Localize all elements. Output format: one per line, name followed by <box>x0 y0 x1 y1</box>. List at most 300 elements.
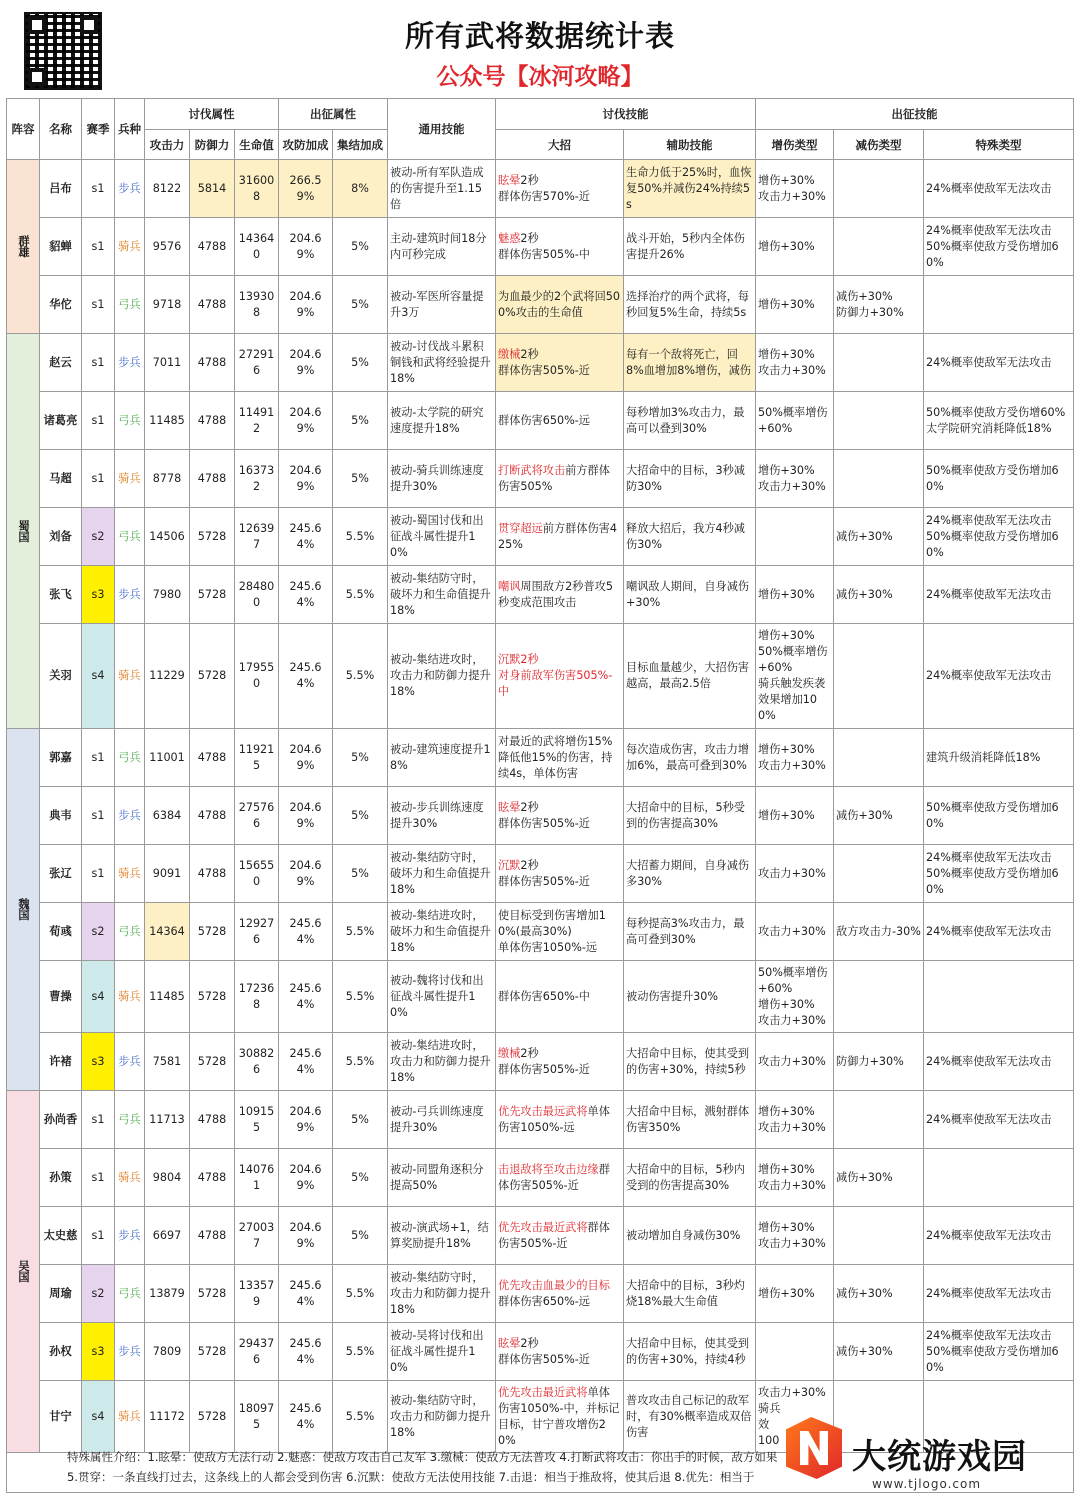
special-type-cell: 24%概率使敌军无法攻击 <box>924 1207 1074 1265</box>
debuff-type-cell <box>834 1207 924 1265</box>
support-skill-cell: 每秒提高3%攻击力，最高可叠到30% <box>624 903 756 961</box>
special-type-cell <box>924 276 1074 334</box>
general-name: 吕布 <box>40 160 82 218</box>
defense-cell: 4788 <box>190 787 235 845</box>
general-skill-cell: 主动-建筑时间18分内可秒完成 <box>388 218 496 276</box>
general-skill-cell: 被动-太学院的研究速度提升18% <box>388 392 496 450</box>
special-type-cell: 50%概率使敌方受伤增加60% <box>924 450 1074 508</box>
general-skill-cell: 被动-集结防守时，攻击力和防御力提升18% <box>388 1381 496 1453</box>
hp-cell: 133579 <box>235 1265 279 1323</box>
table-row <box>7 1033 1074 1091</box>
season-cell: s1 <box>82 276 115 334</box>
ultimate-cell <box>496 624 624 729</box>
troop-cell: 弓兵 <box>115 903 145 961</box>
attack-cell: 14506 <box>145 508 190 566</box>
col-special-type: 特殊类型 <box>924 130 1074 160</box>
special-type-cell: 24%概率使敌军无法攻击 <box>924 1265 1074 1323</box>
season-cell: s2 <box>82 1265 115 1323</box>
debuff-type-cell <box>834 450 924 508</box>
faction-label: 蜀国 <box>7 334 40 729</box>
buff-type-cell: 增伤+30% 50%概率增伤+60% 骑兵触发疾袭效果增加100% <box>756 624 834 729</box>
special-type-cell: 24%概率使敌军无法攻击 50%概率使敌方受伤增加60% <box>924 218 1074 276</box>
hp-cell: 139308 <box>235 276 279 334</box>
attack-cell: 11172 <box>145 1381 190 1453</box>
general-name: 关羽 <box>40 624 82 729</box>
general-skill-cell: 被动-所有军队造成的伤害提升至1.15倍 <box>388 160 496 218</box>
ultimate-cell <box>496 1149 624 1207</box>
support-skill-cell: 选择治疗的两个武将，每秒回复5%生命，持续5s <box>624 276 756 334</box>
season-cell: s4 <box>82 624 115 729</box>
buff-type-cell: 50%概率增伤+60% <box>756 392 834 450</box>
page-subtitle: 公众号【冰河攻略】 <box>436 64 644 90</box>
buff-type-cell: 增伤+30% <box>756 276 834 334</box>
ultimate-effect: 缴械 <box>498 347 521 361</box>
col-troop: 兵种 <box>115 99 145 160</box>
gather-bonus-cell: 5.5% <box>333 1033 388 1091</box>
col-debuff-type: 减伤类型 <box>834 130 924 160</box>
ultimate-cell <box>496 392 624 450</box>
general-name: 孙策 <box>40 1149 82 1207</box>
support-skill-cell: 释放大招后，我方4秒减伤30% <box>624 508 756 566</box>
season-cell: s1 <box>82 160 115 218</box>
gather-bonus-cell: 5% <box>333 334 388 392</box>
col-combat-skill: 讨伐技能 <box>496 99 756 130</box>
debuff-type-cell <box>834 845 924 903</box>
col-combat-attr: 讨伐属性 <box>145 99 279 130</box>
defense-cell: 4788 <box>190 276 235 334</box>
gather-bonus-cell: 5% <box>333 1091 388 1149</box>
table-row <box>7 624 1074 729</box>
special-type-cell: 50%概率使敌方受伤增60% 太学院研究消耗降低18% <box>924 392 1074 450</box>
general-name: 孙权 <box>40 1323 82 1381</box>
ultimate-effect: 优先攻击最近武将 <box>498 1385 588 1399</box>
atk-bonus-cell: 204.69% <box>279 218 333 276</box>
troop-cell: 骑兵 <box>115 1381 145 1453</box>
gather-bonus-cell: 5% <box>333 1149 388 1207</box>
hp-cell: 143640 <box>235 218 279 276</box>
attack-cell: 9091 <box>145 845 190 903</box>
season-cell: s1 <box>82 392 115 450</box>
hp-cell: 172368 <box>235 961 279 1033</box>
hp-cell: 119215 <box>235 729 279 787</box>
general-skill-cell: 被动-魏将讨伐和出征战斗属性提升10% <box>388 961 496 1033</box>
defense-cell: 5728 <box>190 624 235 729</box>
gather-bonus-cell: 8% <box>333 160 388 218</box>
ultimate-effect: 优先攻击血最少的目标 <box>498 1278 610 1292</box>
attack-cell: 11229 <box>145 624 190 729</box>
col-general-skill: 通用技能 <box>388 99 496 160</box>
attack-cell: 7011 <box>145 334 190 392</box>
header <box>0 0 1080 98</box>
ultimate-cell <box>496 450 624 508</box>
season-cell: s1 <box>82 787 115 845</box>
faction-label: 魏国 <box>7 729 40 1091</box>
col-gather-bonus: 集结加成 <box>333 130 388 160</box>
atk-bonus-cell: 245.64% <box>279 1265 333 1323</box>
ultimate-effect: 沉默 <box>498 858 521 872</box>
col-season: 赛季 <box>82 99 115 160</box>
buff-type-cell: 增伤+30% 攻击力+30% <box>756 729 834 787</box>
gather-bonus-cell: 5% <box>333 845 388 903</box>
buff-type-cell: 增伤+30% 攻击力+30% <box>756 450 834 508</box>
troop-cell: 步兵 <box>115 1207 145 1265</box>
table-row <box>7 450 1074 508</box>
general-skill-cell: 被动-集结进攻时，攻击力和防御力提升18% <box>388 624 496 729</box>
table-row <box>7 903 1074 961</box>
buff-type-cell: 攻击力+30% <box>756 1033 834 1091</box>
support-skill-cell: 大招命中目标，使其受到的伤害+30%，持续4秒 <box>624 1323 756 1381</box>
season-cell: s3 <box>82 1323 115 1381</box>
ultimate-effect: 击退敌将至攻击边缘 <box>498 1162 599 1176</box>
special-type-cell: 24%概率使敌军无法攻击 <box>924 566 1074 624</box>
support-skill-cell: 每有一个敌将死亡，回8%血增加8%增伤，减伤 <box>624 334 756 392</box>
ultimate-effect: 眩晕 <box>498 1336 521 1350</box>
debuff-type-cell <box>834 1091 924 1149</box>
buff-type-cell: 增伤+30% <box>756 566 834 624</box>
troop-cell: 步兵 <box>115 160 145 218</box>
season-cell: s3 <box>82 1033 115 1091</box>
special-type-cell <box>924 961 1074 1033</box>
col-buff-type: 增伤类型 <box>756 130 834 160</box>
season-cell: s4 <box>82 1381 115 1453</box>
season-cell: s1 <box>82 334 115 392</box>
support-skill-cell: 目标血量越少，大招伤害越高，最高2.5倍 <box>624 624 756 729</box>
ultimate-cell <box>496 903 624 961</box>
buff-type-cell: 攻击力+30% 骑兵 效 100 <box>756 1381 834 1453</box>
attack-cell: 11485 <box>145 392 190 450</box>
hp-cell: 129276 <box>235 903 279 961</box>
atk-bonus-cell: 245.64% <box>279 903 333 961</box>
troop-cell: 弓兵 <box>115 392 145 450</box>
defense-cell: 5728 <box>190 903 235 961</box>
support-skill-cell: 大招命中目标，使其受到的伤害+30%，持续5秒 <box>624 1033 756 1091</box>
special-type-cell: 24%概率使敌军无法攻击 <box>924 334 1074 392</box>
special-type-cell: 建筑升级消耗降低18% <box>924 729 1074 787</box>
attack-cell: 9718 <box>145 276 190 334</box>
ultimate-effect: 打断武将攻击 <box>498 463 566 477</box>
col-expedition-attr: 出征属性 <box>279 99 388 130</box>
buff-type-cell: 增伤+30% 攻击力+30% <box>756 160 834 218</box>
ultimate-desc: 2秒 群体伤害505%-近 <box>498 347 590 377</box>
col-expedition-skill: 出征技能 <box>756 99 1074 130</box>
ultimate-desc: 2秒 群体伤害505%-中 <box>498 231 590 261</box>
atk-bonus-cell: 245.64% <box>279 961 333 1033</box>
attack-cell: 8122 <box>145 160 190 218</box>
ultimate-desc: 群体伤害650%-远 <box>498 1294 590 1308</box>
footer-line-2: 5.贯穿：一条直线打过去，这条线上的人都会受到伤害 6.沉默：使敌方无法使用技能 7.击退：相当于推敌将，使其后退 8.优先：相当于 <box>67 1470 755 1484</box>
special-type-cell: 24%概率使敌军无法攻击 <box>924 624 1074 729</box>
ultimate-effect: 沉默2秒 对身前敌军伤害505%-中 <box>498 653 613 698</box>
general-name: 张飞 <box>40 566 82 624</box>
troop-cell: 弓兵 <box>115 1091 145 1149</box>
atk-bonus-cell: 204.69% <box>279 1149 333 1207</box>
troop-cell: 步兵 <box>115 566 145 624</box>
ultimate-cell <box>496 1381 624 1453</box>
troop-cell: 骑兵 <box>115 1149 145 1207</box>
support-skill-cell: 战斗开始，5秒内全体伤害提升26% <box>624 218 756 276</box>
ultimate-effect: 魅惑 <box>498 231 521 245</box>
season-cell: s1 <box>82 729 115 787</box>
defense-cell: 4788 <box>190 1149 235 1207</box>
hp-cell: 275766 <box>235 787 279 845</box>
special-type-cell: 24%概率使敌军无法攻击 50%概率使敌方受伤增加60% <box>924 1323 1074 1381</box>
support-skill-cell: 嘲讽敌人期间，自身减伤+30% <box>624 566 756 624</box>
troop-cell: 步兵 <box>115 1323 145 1381</box>
debuff-type-cell: 减伤+30% <box>834 508 924 566</box>
troop-cell: 骑兵 <box>115 450 145 508</box>
troop-cell: 骑兵 <box>115 961 145 1033</box>
general-skill-cell: 被动-军医所容量提升3万 <box>388 276 496 334</box>
hp-cell: 272916 <box>235 334 279 392</box>
ultimate-desc: 2秒 群体伤害570%-近 <box>498 173 590 203</box>
debuff-type-cell: 减伤+30% <box>834 787 924 845</box>
ultimate-cell <box>496 1033 624 1091</box>
ultimate-desc: 2秒 群体伤害505%-近 <box>498 800 590 830</box>
attack-cell: 7980 <box>145 566 190 624</box>
support-skill-cell: 大招命中目标，溅射群体伤害350% <box>624 1091 756 1149</box>
general-skill-cell: 被动-集结防守时，攻击力和防御力提升18% <box>388 1265 496 1323</box>
support-skill-cell: 大招命中的目标，3秒减防30% <box>624 450 756 508</box>
ultimate-cell <box>496 787 624 845</box>
gather-bonus-cell: 5.5% <box>333 1381 388 1453</box>
attack-cell: 9576 <box>145 218 190 276</box>
atk-bonus-cell: 204.69% <box>279 1207 333 1265</box>
general-name: 郭嘉 <box>40 729 82 787</box>
buff-type-cell: 增伤+30% <box>756 218 834 276</box>
general-skill-cell: 被动-讨伐战斗累积铜钱和武将经验提升18% <box>388 334 496 392</box>
troop-cell: 弓兵 <box>115 508 145 566</box>
atk-bonus-cell: 204.69% <box>279 845 333 903</box>
attack-cell: 13879 <box>145 1265 190 1323</box>
defense-cell: 4788 <box>190 392 235 450</box>
atk-bonus-cell: 204.69% <box>279 392 333 450</box>
debuff-type-cell: 减伤+30% <box>834 1323 924 1381</box>
general-skill-cell: 被动-吴将讨伐和出征战斗属性提升10% <box>388 1323 496 1381</box>
ultimate-cell <box>496 1091 624 1149</box>
support-skill-cell: 大招命中的目标，5秒内受到的伤害提高30% <box>624 1149 756 1207</box>
defense-cell: 4788 <box>190 1091 235 1149</box>
col-support: 辅助技能 <box>624 130 756 160</box>
table-row <box>7 276 1074 334</box>
attack-cell: 9804 <box>145 1149 190 1207</box>
general-name: 周瑜 <box>40 1265 82 1323</box>
attack-cell: 7581 <box>145 1033 190 1091</box>
defense-cell: 5728 <box>190 1033 235 1091</box>
gather-bonus-cell: 5.5% <box>333 961 388 1033</box>
ultimate-cell <box>496 160 624 218</box>
season-cell: s2 <box>82 508 115 566</box>
table-body <box>7 160 1074 1453</box>
troop-cell: 弓兵 <box>115 276 145 334</box>
site-logo <box>780 1405 1080 1499</box>
page-title: 所有武将数据统计表 <box>404 19 675 53</box>
defense-cell: 5728 <box>190 1323 235 1381</box>
support-skill-cell: 每次造成伤害，攻击力增加6%，最高可叠到30% <box>624 729 756 787</box>
buff-type-cell <box>756 508 834 566</box>
hp-cell: 114912 <box>235 392 279 450</box>
ultimate-effect: 缴械 <box>498 1046 521 1060</box>
table-row <box>7 392 1074 450</box>
debuff-type-cell <box>834 961 924 1033</box>
ultimate-desc: 2秒 群体伤害505%-近 <box>498 858 590 888</box>
gather-bonus-cell: 5% <box>333 392 388 450</box>
general-name: 曹操 <box>40 961 82 1033</box>
table-row <box>7 160 1074 218</box>
gather-bonus-cell: 5% <box>333 787 388 845</box>
table-row <box>7 1091 1074 1149</box>
ultimate-effect: 眩晕 <box>498 800 521 814</box>
support-skill-cell: 被动增加自身减伤30% <box>624 1207 756 1265</box>
general-name: 甘宁 <box>40 1381 82 1453</box>
hp-cell: 126397 <box>235 508 279 566</box>
ultimate-desc: 群体伤害650%-中 <box>498 989 590 1003</box>
general-name: 典韦 <box>40 787 82 845</box>
general-skill-cell: 被动-集结防守时，破坏力和生命值提升18% <box>388 566 496 624</box>
defense-cell: 5814 <box>190 160 235 218</box>
support-skill-cell: 普攻攻击自己标记的敌军时，有30%概率造成双倍伤害 <box>624 1381 756 1453</box>
col-attack: 攻击力 <box>145 130 190 160</box>
atk-bonus-cell: 245.64% <box>279 1323 333 1381</box>
logo-text: 大统游戏园 <box>852 1437 1027 1477</box>
attack-cell: 14364 <box>145 903 190 961</box>
ultimate-desc: 为血最少的2个武将回500%攻击的生命值 <box>498 289 621 319</box>
general-name: 张辽 <box>40 845 82 903</box>
buff-type-cell: 增伤+30% 攻击力+30% <box>756 1207 834 1265</box>
table-row <box>7 218 1074 276</box>
atk-bonus-cell: 204.69% <box>279 787 333 845</box>
col-name: 名称 <box>40 99 82 160</box>
ultimate-effect: 贯穿超远 <box>498 521 543 535</box>
ultimate-cell <box>496 334 624 392</box>
defense-cell: 4788 <box>190 845 235 903</box>
general-skill-cell: 被动-集结进攻时，攻击力和防御力提升18% <box>388 1033 496 1091</box>
footer-line-1: 特殊属性介绍：1.眩晕：使敌方无法行动 2.魅惑：使敌方攻击自己友军 3.缴械：使敌方无法普攻 4.打断武将攻击：你出手的时候，敌方如果 <box>67 1450 778 1464</box>
atk-bonus-cell: 204.69% <box>279 334 333 392</box>
buff-type-cell <box>756 1323 834 1381</box>
attack-cell: 11001 <box>145 729 190 787</box>
ultimate-desc: 2秒 群体伤害505%-近 <box>498 1336 590 1366</box>
atk-bonus-cell: 245.64% <box>279 508 333 566</box>
col-hp: 生命值 <box>235 130 279 160</box>
hp-cell: 140761 <box>235 1149 279 1207</box>
support-skill-cell: 生命力低于25%时，血恢复50%并减伤24%持续5s <box>624 160 756 218</box>
atk-bonus-cell: 204.69% <box>279 450 333 508</box>
debuff-type-cell <box>834 218 924 276</box>
general-skill-cell: 被动-集结防守时，破坏力和生命值提升18% <box>388 845 496 903</box>
col-defense: 防御力 <box>190 130 235 160</box>
troop-cell: 弓兵 <box>115 729 145 787</box>
col-faction: 阵容 <box>7 99 40 160</box>
general-name: 孙尚香 <box>40 1091 82 1149</box>
general-name: 许褚 <box>40 1033 82 1091</box>
defense-cell: 5728 <box>190 508 235 566</box>
special-type-cell: 24%概率使敌军无法攻击 <box>924 903 1074 961</box>
season-cell: s4 <box>82 961 115 1033</box>
gather-bonus-cell: 5.5% <box>333 624 388 729</box>
troop-cell: 弓兵 <box>115 1265 145 1323</box>
ultimate-effect: 优先攻击最远武将 <box>498 1104 588 1118</box>
atk-bonus-cell: 204.69% <box>279 276 333 334</box>
defense-cell: 4788 <box>190 729 235 787</box>
gather-bonus-cell: 5% <box>333 729 388 787</box>
attack-cell: 6384 <box>145 787 190 845</box>
atk-bonus-cell: 204.69% <box>279 1091 333 1149</box>
ultimate-desc: 群体伤害505%-近 <box>498 1162 610 1192</box>
gather-bonus-cell: 5% <box>333 1207 388 1265</box>
table-row <box>7 729 1074 787</box>
gather-bonus-cell: 5.5% <box>333 1265 388 1323</box>
attack-cell: 11485 <box>145 961 190 1033</box>
ultimate-cell <box>496 276 624 334</box>
ultimate-effect: 眩晕 <box>498 173 521 187</box>
troop-cell: 步兵 <box>115 787 145 845</box>
table-row <box>7 1265 1074 1323</box>
defense-cell: 4788 <box>190 334 235 392</box>
ultimate-effect: 嘲讽 <box>498 579 521 593</box>
table-row <box>7 787 1074 845</box>
stats-table <box>6 98 1074 1453</box>
atk-bonus-cell: 245.64% <box>279 566 333 624</box>
ultimate-cell <box>496 508 624 566</box>
ultimate-desc: 使目标受到伤害增加10%(最高30%) 单体伤害1050%-远 <box>498 908 606 954</box>
ultimate-desc: 群体伤害505%-近 <box>498 1220 610 1250</box>
hp-cell: 163732 <box>235 450 279 508</box>
hp-cell: 180975 <box>235 1381 279 1453</box>
debuff-type-cell <box>834 624 924 729</box>
buff-type-cell: 攻击力+30% <box>756 903 834 961</box>
ultimate-cell <box>496 845 624 903</box>
debuff-type-cell <box>834 729 924 787</box>
atk-bonus-cell: 245.64% <box>279 1033 333 1091</box>
special-type-cell: 24%概率使敌军无法攻击 50%概率使敌方受伤增加60% <box>924 845 1074 903</box>
general-skill-cell: 被动-集结进攻时，破坏力和生命值提升18% <box>388 903 496 961</box>
debuff-type-cell: 减伤+30% <box>834 1149 924 1207</box>
general-skill-cell: 被动-建筑速度提升18% <box>388 729 496 787</box>
gather-bonus-cell: 5.5% <box>333 903 388 961</box>
special-type-cell: 24%概率使敌军无法攻击 <box>924 160 1074 218</box>
season-cell: s1 <box>82 218 115 276</box>
defense-cell: 4788 <box>190 450 235 508</box>
special-type-cell: 50%概率使敌方受伤增加60% <box>924 787 1074 845</box>
season-cell: s1 <box>82 1091 115 1149</box>
general-skill-cell: 被动-演武场+1，结算奖励提升18% <box>388 1207 496 1265</box>
ultimate-desc: 前方群体伤害505% <box>498 463 610 493</box>
troop-cell: 骑兵 <box>115 624 145 729</box>
troop-cell: 步兵 <box>115 1033 145 1091</box>
atk-bonus-cell: 266.59% <box>279 160 333 218</box>
ultimate-cell <box>496 1207 624 1265</box>
col-atk-bonus: 攻防加成 <box>279 130 333 160</box>
general-name: 貂蝉 <box>40 218 82 276</box>
support-skill-cell: 被动伤害提升30% <box>624 961 756 1033</box>
season-cell: s2 <box>82 903 115 961</box>
logo-url: www.tjlogo.com <box>872 1477 982 1491</box>
general-skill-cell: 被动-同盟角逐积分提高50% <box>388 1149 496 1207</box>
buff-type-cell: 增伤+30% 攻击力+30% <box>756 334 834 392</box>
hp-cell: 270037 <box>235 1207 279 1265</box>
table-row <box>7 566 1074 624</box>
faction-label: 吴国 <box>7 1091 40 1453</box>
ultimate-cell <box>496 218 624 276</box>
gather-bonus-cell: 5% <box>333 218 388 276</box>
season-cell: s1 <box>82 1207 115 1265</box>
attack-cell: 11713 <box>145 1091 190 1149</box>
ultimate-cell <box>496 566 624 624</box>
debuff-type-cell: 防御力+30% <box>834 1033 924 1091</box>
debuff-type-cell <box>834 392 924 450</box>
troop-cell: 步兵 <box>115 334 145 392</box>
defense-cell: 5728 <box>190 1381 235 1453</box>
